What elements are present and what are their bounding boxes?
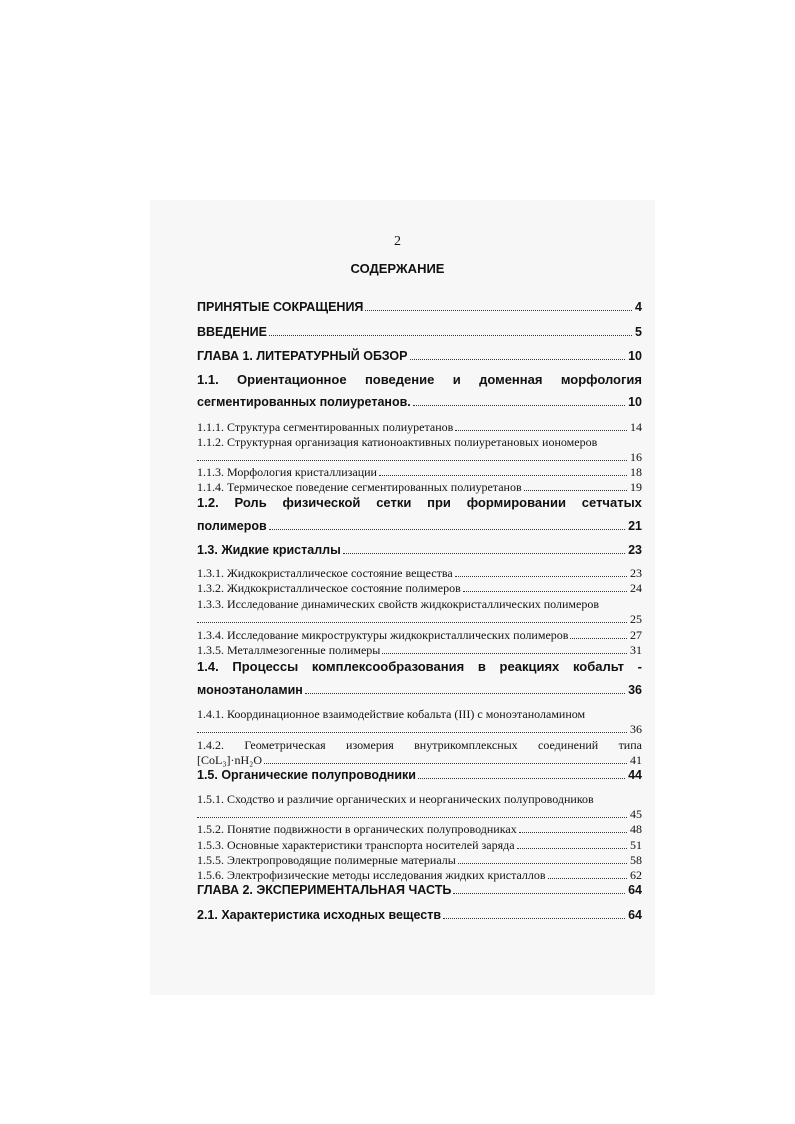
toc-entry-1-5-6: 1.5.6. Электрофизические методы исследования жидких кристаллов 62 bbox=[197, 868, 642, 882]
toc-entry-chapter-1: ГЛАВА 1. ЛИТЕРАТУРНЫЙ ОБЗОР 10 bbox=[197, 349, 642, 363]
toc-entry-1-1-2-page: 16 bbox=[197, 450, 642, 465]
toc-entry-1-3-5: 1.3.5. Металлмезогенные полимеры 31 bbox=[197, 643, 642, 657]
toc-entry-1-4-line1: 1.4. Процессы комплексообразования в реакциях кобальт - bbox=[197, 659, 642, 674]
page-title: СОДЕРЖАНИЕ bbox=[350, 261, 445, 276]
toc-entry-1-5-1-page: 45 bbox=[197, 807, 642, 822]
toc-entry-1-5: 1.5. Органические полупроводники 44 bbox=[197, 768, 642, 782]
toc-entry-chapter-2: ГЛАВА 2. ЭКСПЕРИМЕНТАЛЬНАЯ ЧАСТЬ 64 bbox=[197, 883, 642, 897]
toc-entry-1-2-line2: полимеров 21 bbox=[197, 519, 642, 533]
toc-entry-1-5-1: 1.5.1. Сходство и различие органических и неорганических полупроводников bbox=[197, 792, 594, 806]
toc-entry-1-3-1: 1.3.1. Жидкокристаллическое состояние вещества 23 bbox=[197, 566, 642, 580]
toc-entry-1-1-1: 1.1.1. Структура сегментированных полиуретанов 14 bbox=[197, 420, 642, 434]
toc-entry-2-1: 2.1. Характеристика исходных веществ 64 bbox=[197, 908, 642, 922]
toc-entry-1-1-2: 1.1.2. Структурная организация катионоактивных полиуретановых иономеров bbox=[197, 435, 598, 449]
toc-entry-1-2-line1: 1.2. Роль физической сетки при формировании сетчатых bbox=[197, 495, 642, 510]
toc-entry-1-3-3-page: 25 bbox=[197, 612, 642, 627]
toc-entry-1-3-3: 1.3.3. Исследование динамических свойств жидкокристаллических полимеров bbox=[197, 597, 600, 611]
page-number: 2 bbox=[394, 234, 401, 249]
toc-entry-1-1-line1: 1.1. Ориентационное поведение и доменная морфология bbox=[197, 372, 642, 387]
toc-entry-1-3: 1.3. Жидкие кристаллы 23 bbox=[197, 543, 642, 557]
toc-entry-1-1-3: 1.1.3. Морфология кристаллизации 18 bbox=[197, 465, 642, 479]
toc-entry-1-3-4: 1.3.4. Исследование микроструктуры жидкокристаллических полимеров 27 bbox=[197, 628, 642, 642]
toc-entry-1-4-2-line1: 1.4.2. Геометрическая изомерия внутрикомплексных соединений типа bbox=[197, 738, 642, 752]
toc-entry-1-5-3: 1.5.3. Основные характеристики транспорта носителей заряда 51 bbox=[197, 838, 642, 852]
toc-entry-1-3-2: 1.3.2. Жидкокристаллическое состояние полимеров 24 bbox=[197, 581, 642, 595]
toc-entry-1-4-line2: моноэтаноламин 36 bbox=[197, 683, 642, 697]
toc-entry-1-5-2: 1.5.2. Понятие подвижности в органических полупроводниках 48 bbox=[197, 822, 642, 836]
toc-entry-1-5-5: 1.5.5. Электропроводящие полимерные материалы 58 bbox=[197, 853, 642, 867]
toc-entry-introduction: ВВЕДЕНИЕ 5 bbox=[197, 325, 642, 339]
toc-entry-1-4-1-page: 36 bbox=[197, 722, 642, 737]
toc-entry-1-4-1: 1.4.1. Координационное взаимодействие кобальта (III) с моноэтаноламином bbox=[197, 707, 586, 721]
toc-entry-1-1-line2: сегментированных полиуретанов. 10 bbox=[197, 395, 642, 409]
toc-entry-1-1-4: 1.1.4. Термическое поведение сегментированных полиуретанов 19 bbox=[197, 480, 642, 494]
toc-entry-abbreviations: ПРИНЯТЫЕ СОКРАЩЕНИЯ 4 bbox=[197, 300, 642, 314]
toc-entry-1-4-2-line2: [CoL₃]·nH₂O 41 bbox=[197, 753, 642, 767]
